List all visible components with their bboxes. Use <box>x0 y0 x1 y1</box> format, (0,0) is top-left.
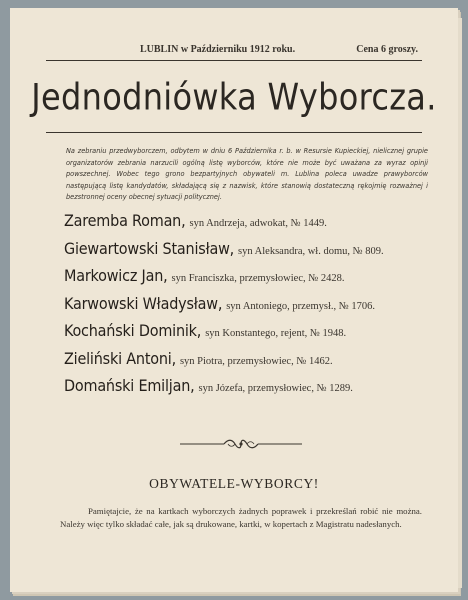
voters-heading: OBYWATELE-WYBORCY! <box>149 476 319 491</box>
candidate-name: Kochański Dominik, <box>64 321 202 340</box>
ornament-divider-icon <box>180 438 302 450</box>
newspaper-page <box>10 8 458 592</box>
candidate-name: Markowicz Jan, <box>64 266 168 285</box>
candidate-desc: syn Piotra, przemysłowiec, № 1462. <box>179 355 333 367</box>
candidate-name: Zieliński Antoni, <box>64 348 176 368</box>
candidate-item <box>64 349 438 377</box>
notice-paragraph: Pamiętajcie, że na kartkach wyborczych żadnych poprawek i przekreślań robić nie można. Należy więc tylko składać całe, jak są drukowane, kartki, w kopertach z Magistratu nadesłanych. <box>60 506 422 529</box>
candidate-item <box>64 239 438 267</box>
candidate-desc: syn Antoniego, przemysł., № 1706. <box>226 300 376 312</box>
candidate-item <box>64 294 438 322</box>
candidate-item <box>64 266 438 294</box>
top-rule <box>46 60 422 61</box>
candidate-name: Karwowski Władysław, <box>64 293 223 313</box>
candidate-name: Zaremba Roman, <box>64 211 186 230</box>
candidate-desc: syn Aleksandra, wł. domu, № 809. <box>238 245 384 257</box>
price-label: Cena 6 groszy. <box>356 44 418 55</box>
dateline-place: LUBLIN w Październiku 1912 roku. <box>140 44 296 55</box>
candidate-item <box>64 376 438 404</box>
candidate-desc: syn Konstantego, rejent, № 1948. <box>205 328 347 339</box>
candidate-item <box>64 211 438 239</box>
candidate-desc: syn Józefa, przemysłowiec, № 1289. <box>198 383 353 394</box>
candidate-desc: syn Franciszka, przemysłowiec, № 2428. <box>171 273 345 284</box>
candidate-name: Giewartowski Stanisław, <box>64 238 235 258</box>
intro-paragraph: Na zebraniu przedwyborczem, odbytem w dniu 6 Października r. b. w Resursie Kupieckiej, nielicznej grupie organizatorów zebrania narzucili ogólną listę wyborców, które nie może być uważana za wyraz opinji powszechnej. Wobec tego grono bezpartyjnych obywateli m. Lublina poleca uwadze prawyborców następującą listę kandydatów, składającą się z nazwisk, które stanowią dostateczną rękojmię rozważnej i bezstronnej oceny obecnej sytuacji politycznej. <box>66 147 428 201</box>
candidate-item <box>64 321 438 349</box>
page-title: Jednodniówka Wyborcza. <box>31 75 437 119</box>
candidate-name: Domański Emiljan, <box>64 376 195 395</box>
candidate-list <box>64 211 438 404</box>
candidate-desc: syn Andrzeja, adwokat, № 1449. <box>189 218 327 229</box>
title-rule <box>46 132 422 133</box>
